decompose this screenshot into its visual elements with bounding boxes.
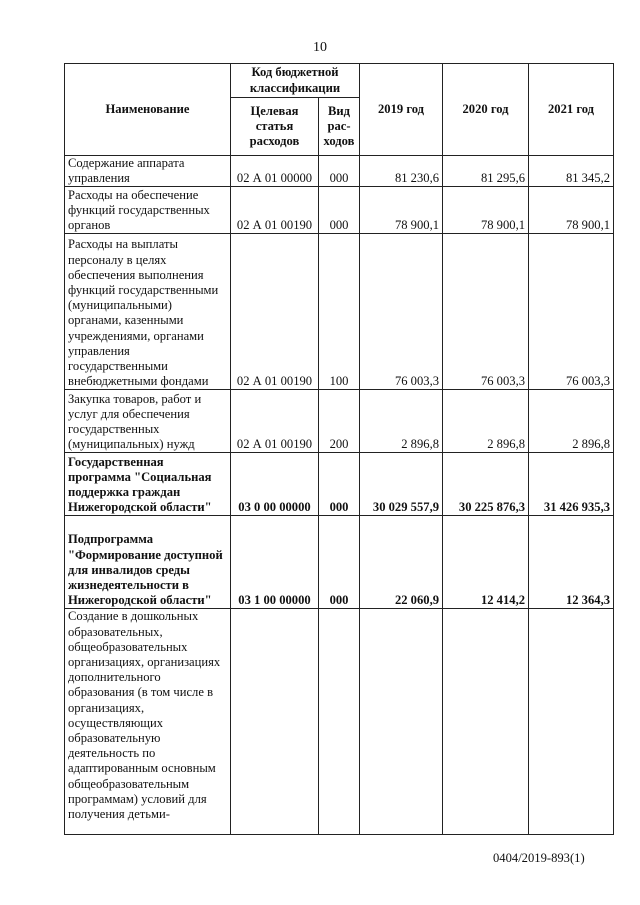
row-name: Содержание аппарата управления [65, 156, 231, 187]
table-header-row [65, 64, 614, 98]
row-2019: 78 900,1 [360, 187, 443, 234]
table-row [65, 609, 614, 835]
row-target: 02 А 01 00000 [231, 156, 319, 187]
row-vid: 000 [319, 156, 360, 187]
row-2020: 76 003,3 [443, 234, 529, 390]
row-2020 [443, 609, 529, 835]
row-target: 02 А 01 00190 [231, 390, 319, 453]
row-2021: 31 426 935,3 [529, 453, 614, 516]
row-vid: 200 [319, 390, 360, 453]
table-row [65, 187, 614, 234]
table-row-program [65, 453, 614, 516]
row-target: 03 1 00 00000 [231, 516, 319, 609]
row-name: Расходы на обеспечение функций государственных органов [65, 187, 231, 234]
document-code: 0404/2019-893(1) [493, 851, 585, 865]
row-target: 02 А 01 00190 [231, 187, 319, 234]
row-2021: 76 003,3 [529, 234, 614, 390]
row-2021 [529, 609, 614, 835]
row-2020: 78 900,1 [443, 187, 529, 234]
row-vid [319, 609, 360, 835]
row-2019: 81 230,6 [360, 156, 443, 187]
row-2019: 2 896,8 [360, 390, 443, 453]
row-2020: 12 414,2 [443, 516, 529, 609]
row-vid: 000 [319, 187, 360, 234]
header-2019: 2019 год [360, 64, 443, 156]
header-name: Наименование [65, 64, 231, 156]
header-target: Целевая статья расходов [231, 98, 319, 156]
row-name: Государственная программа "Социальная поддержка граждан Нижегородской области" [65, 453, 231, 516]
row-2019: 76 003,3 [360, 234, 443, 390]
row-name: Расходы на выплаты персоналу в целях обеспечения выполнения функций государственными (муниципальными) органами, казенными учреждениями, органами управления государственными внебюджетными фондами [65, 234, 231, 390]
row-target [231, 609, 319, 835]
row-2021: 78 900,1 [529, 187, 614, 234]
row-vid: 000 [319, 453, 360, 516]
header-2020: 2020 год [443, 64, 529, 156]
row-target: 03 0 00 00000 [231, 453, 319, 516]
header-2021: 2021 год [529, 64, 614, 156]
table-row [65, 390, 614, 453]
row-name: Закупка товаров, работ и услуг для обеспечения государственных (муниципальных) нужд [65, 390, 231, 453]
header-code-group: Код бюджетной классификации [231, 64, 360, 98]
budget-table [64, 63, 614, 835]
table-row [65, 156, 614, 187]
table-row [65, 234, 614, 390]
row-name: Подпрограмма "Формирование доступной для инвалидов среды жизнедеятельности в Нижегородской области" [65, 516, 231, 609]
row-2021: 2 896,8 [529, 390, 614, 453]
row-name: Создание в дошкольных образовательных, общеобразовательных организациях, организациях дополнительного образования (в том числе в организациях, осуществляющих образовательную деятельность по адаптированным основным общеобразовательным программам) условий для получения детьми- [65, 609, 231, 835]
row-2021: 12 364,3 [529, 516, 614, 609]
row-2020: 81 295,6 [443, 156, 529, 187]
row-vid: 000 [319, 516, 360, 609]
header-vid: Вид рас-ходов [319, 98, 360, 156]
row-2020: 2 896,8 [443, 390, 529, 453]
row-vid: 100 [319, 234, 360, 390]
row-2019 [360, 609, 443, 835]
row-2019: 30 029 557,9 [360, 453, 443, 516]
page-number: 10 [313, 40, 327, 55]
row-target: 02 А 01 00190 [231, 234, 319, 390]
row-2020: 30 225 876,3 [443, 453, 529, 516]
row-2021: 81 345,2 [529, 156, 614, 187]
row-2019: 22 060,9 [360, 516, 443, 609]
table-row-subprogram [65, 516, 614, 609]
